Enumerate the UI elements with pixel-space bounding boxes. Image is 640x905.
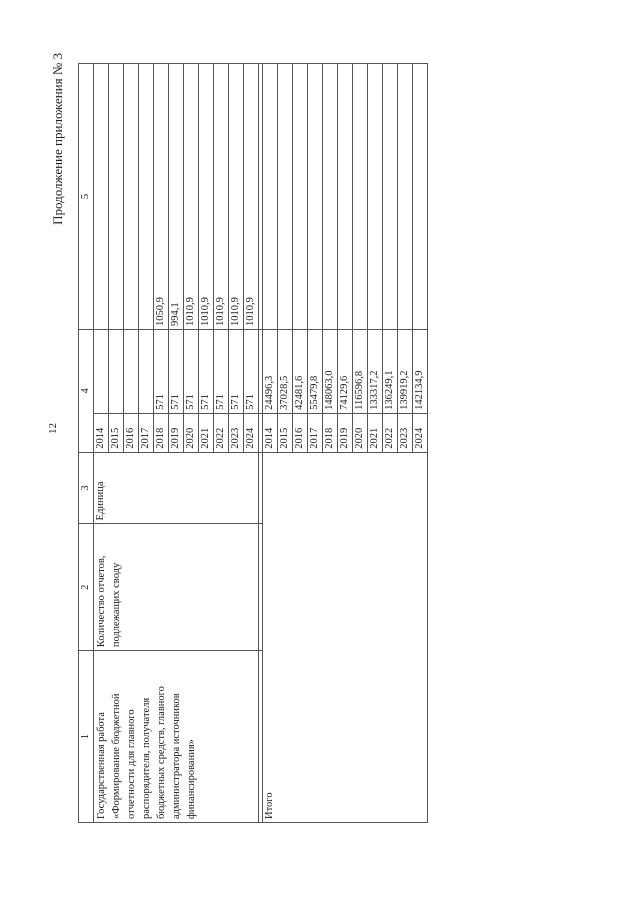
year-cell: 2023 xyxy=(229,413,244,452)
year-cell: 2015 xyxy=(278,413,293,452)
year-cell: 2024 xyxy=(244,413,259,452)
year-cell: 2017 xyxy=(308,413,323,452)
year-cell: 2022 xyxy=(214,413,229,452)
table-row xyxy=(94,64,109,823)
qty-cell: 571 xyxy=(244,330,259,414)
year-cell: 2023 xyxy=(398,413,413,452)
amount-cell: 74129,6 xyxy=(338,330,353,414)
header-col-4: 4 xyxy=(79,330,94,453)
empty-cell xyxy=(278,64,293,330)
header-row xyxy=(79,64,94,823)
year-cell: 2024 xyxy=(413,413,428,452)
amount-cell: 24496,3 xyxy=(263,330,278,414)
year-cell: 2019 xyxy=(338,413,353,452)
amount-cell xyxy=(94,64,109,330)
amount-cell: 994,1 xyxy=(169,64,184,330)
amount-cell: 1010,9 xyxy=(229,64,244,330)
table-row xyxy=(263,64,278,823)
qty-cell: 571 xyxy=(199,330,214,414)
amount-cell: 133317,2 xyxy=(368,330,383,414)
qty-cell xyxy=(94,330,109,414)
empty-cell xyxy=(323,64,338,330)
qty-cell: 571 xyxy=(229,330,244,414)
year-cell: 2017 xyxy=(139,413,154,452)
total-section xyxy=(263,64,428,823)
amount-cell: 148063,0 xyxy=(323,330,338,414)
amount-cell: 1010,9 xyxy=(184,64,199,330)
qty-cell: 571 xyxy=(214,330,229,414)
amount-cell xyxy=(109,64,124,330)
year-cell: 2018 xyxy=(323,413,338,452)
year-cell: 2022 xyxy=(383,413,398,452)
work-name: Государственная работа «Формирование бюджетной отчетности для главного распорядителя, получателя бюджетных средств, главного администратора источников финансирования» xyxy=(94,651,259,823)
empty-cell xyxy=(413,64,428,330)
header-col-1: 1 xyxy=(79,651,94,823)
amount-cell: 55479,8 xyxy=(308,330,323,414)
empty-cell xyxy=(308,64,323,330)
year-cell: 2014 xyxy=(263,413,278,452)
empty-cell xyxy=(398,64,413,330)
continuation-title: Продолжение приложения № 3 xyxy=(50,53,65,225)
amount-cell: 116596,8 xyxy=(353,330,368,414)
amount-cell: 139919,2 xyxy=(398,330,413,414)
year-cell: 2021 xyxy=(368,413,383,452)
amount-cell: 142134,9 xyxy=(413,330,428,414)
year-cell: 2016 xyxy=(124,413,139,452)
year-cell: 2019 xyxy=(169,413,184,452)
empty-cell xyxy=(263,64,278,330)
year-cell: 2014 xyxy=(94,413,109,452)
year-cell: 2020 xyxy=(353,413,368,452)
amount-cell: 1010,9 xyxy=(199,64,214,330)
year-cell: 2015 xyxy=(109,413,124,452)
header-col-5: 5 xyxy=(79,64,94,330)
work-section xyxy=(94,64,263,823)
qty-cell: 571 xyxy=(184,330,199,414)
amount-cell: 42481,6 xyxy=(293,330,308,414)
page-number: 12 xyxy=(47,423,59,434)
year-cell: 2020 xyxy=(184,413,199,452)
amount-cell: 1010,9 xyxy=(214,64,229,330)
header-col-2: 2 xyxy=(79,524,94,651)
amount-cell xyxy=(124,64,139,330)
amount-cell xyxy=(139,64,154,330)
empty-cell xyxy=(293,64,308,330)
amount-cell: 1050,9 xyxy=(154,64,169,330)
empty-cell xyxy=(368,64,383,330)
empty-cell xyxy=(353,64,368,330)
empty-cell xyxy=(338,64,353,330)
qty-cell xyxy=(109,330,124,414)
qty-cell: 571 xyxy=(154,330,169,414)
qty-cell xyxy=(124,330,139,414)
header-col-3: 3 xyxy=(79,452,94,524)
indicator-name: Количество отчетов, подлежащих своду xyxy=(94,524,259,651)
rotated-content xyxy=(47,33,584,823)
year-cell: 2018 xyxy=(154,413,169,452)
year-cell: 2021 xyxy=(199,413,214,452)
amount-cell: 37028,5 xyxy=(278,330,293,414)
qty-cell: 571 xyxy=(169,330,184,414)
qty-cell xyxy=(139,330,154,414)
amount-cell: 1010,9 xyxy=(244,64,259,330)
amount-cell: 136249,1 xyxy=(383,330,398,414)
year-cell: 2016 xyxy=(293,413,308,452)
total-label: Итого xyxy=(263,452,428,822)
unit-name: Единица xyxy=(94,452,259,524)
budget-table xyxy=(78,63,428,823)
empty-cell xyxy=(383,64,398,330)
